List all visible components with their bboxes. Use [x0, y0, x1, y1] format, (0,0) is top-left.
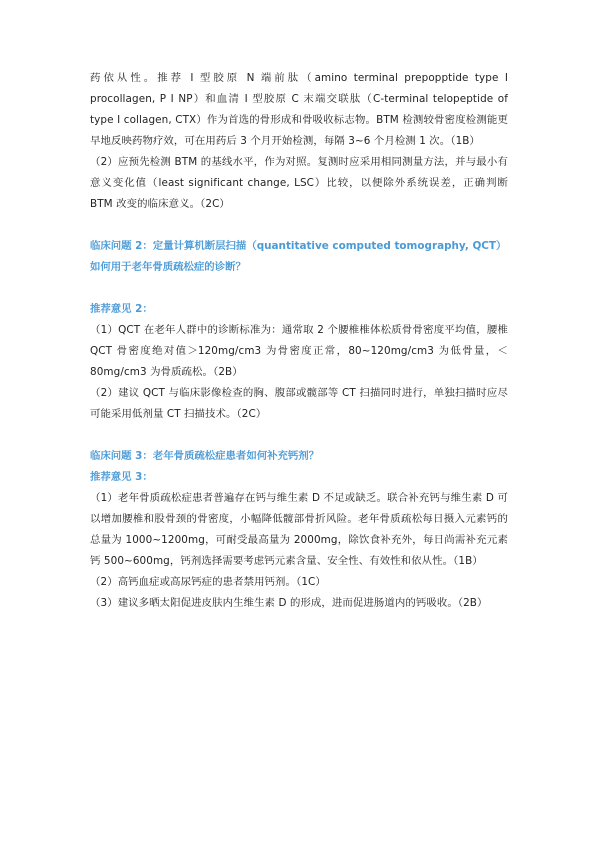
recommendation-2-item-1: （1）QCT 在老年人群中的诊断标准为：通常取 2 个腰椎椎体松质骨骨密度平均值，腰椎 QCT 骨密度绝对值＞120mg/cm3 为骨密度正常，80~120mg/cm3 为低骨量，＜80mg/cm3 为骨质疏松。（2B）	[90, 324, 508, 378]
recommendation-3-item-1: （1）老年骨质疏松症患者普遍存在钙与维生素 D 不足或缺乏。联合补充钙与维生素 D 可以增加腰椎和股骨颈的骨密度，小幅降低髋部骨折风险。老年骨质疏松每日摄入元素钙的总量为 1000~1200mg，可耐受最高量为 2000mg，除饮食补充外，每日尚需补充元素钙 500~600mg，钙剂选择需要考虑钙元素含量、安全性、有效性和依从性。（1B）	[90, 492, 508, 567]
page-content	[90, 68, 508, 614]
spacer	[90, 425, 508, 446]
recommendation-3-item-3: （3）建议多晒太阳促进皮肤内生维生素 D 的形成，进而促进肠道内的钙吸收。（2B）	[90, 597, 488, 609]
spacer	[90, 278, 508, 299]
recommendation-3-item-2: （2）高钙血症或高尿钙症的患者禁用钙剂。（1C）	[90, 576, 326, 588]
clinical-question-3-heading: 临床问题 3：老年骨质疏松症患者如何补充钙剂？	[90, 450, 320, 462]
clinical-question-2-heading: 临床问题 2：定量计算机断层扫描（quantitative computed tomography, QCT）如何用于老年骨质疏松症的诊断？	[90, 240, 507, 273]
recommendation-2-heading: 推荐意见 2：	[90, 303, 153, 315]
paragraph-btm-baseline: （2）应预先检测 BTM 的基线水平，作为对照。复测时应采用相同测量方法，并与最小有意义变化值（least significant change, LSC）比较，以便除外系统误差，正确判断 BTM 改变的临床意义。（2C）	[90, 156, 508, 210]
recommendation-2-item-2: （2）建议 QCT 与临床影像检查的胸、腹部或髋部等 CT 扫描同时进行，单独扫描时应尽可能采用低剂量 CT 扫描技术。（2C）	[90, 387, 508, 420]
paragraph-btm-markers: 药依从性。推荐 I 型胶原 N 端前肽（amino terminal prepopptide type I procollagen, P I NP）和血清 I 型胶原 C 末端交联肽（C-terminal telopeptide of type I collagen, CTX）作为首选的骨形成和骨吸收标志物。BTM 检测较骨密度检测能更早地反映药物疗效，可在用药后 3 个月开始检测，每隔 3~6 个月检测 1 次。（1B）	[90, 72, 508, 147]
recommendation-3-heading: 推荐意见 3：	[90, 471, 153, 483]
spacer	[90, 215, 508, 236]
